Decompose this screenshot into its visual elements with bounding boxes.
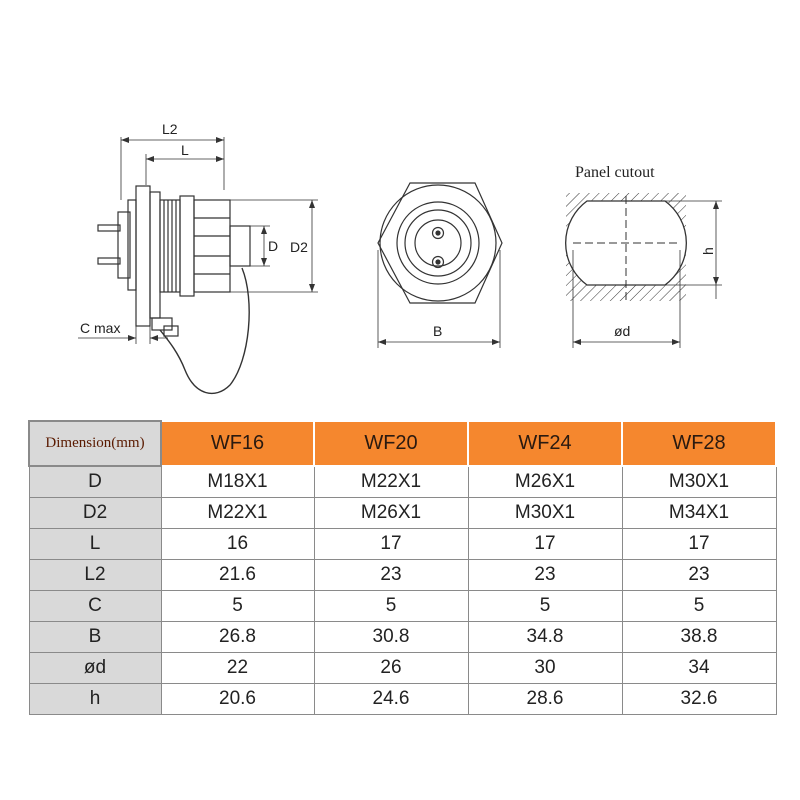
- table-row: [29, 529, 776, 560]
- table-cell: M34X1: [622, 498, 776, 529]
- dim-label-d: D: [268, 238, 279, 254]
- table-cell: M30X1: [468, 498, 622, 529]
- row-label: D: [29, 466, 161, 498]
- dimension-table: [28, 420, 777, 715]
- table-cell: 26.8: [161, 622, 314, 653]
- header-wf24: WF24: [468, 421, 622, 466]
- dim-label-d2: D2: [290, 239, 308, 255]
- table-cell: 5: [468, 591, 622, 622]
- table-cell: 22: [161, 653, 314, 684]
- row-label: ød: [29, 653, 161, 684]
- row-label: C: [29, 591, 161, 622]
- table-cell: 23: [622, 560, 776, 591]
- table-cell: 34: [622, 653, 776, 684]
- table-cell: 17: [468, 529, 622, 560]
- panel-cutout: [566, 193, 722, 348]
- table-cell: M22X1: [314, 466, 468, 498]
- table-cell: 17: [622, 529, 776, 560]
- table-header-row: [29, 421, 776, 466]
- table-cell: M26X1: [468, 466, 622, 498]
- row-label: D2: [29, 498, 161, 529]
- table-cell: 32.6: [622, 684, 776, 715]
- table-cell: 30: [468, 653, 622, 684]
- header-dimension: Dimension(mm): [29, 421, 161, 466]
- table-cell: M30X1: [622, 466, 776, 498]
- dim-label-h: h: [700, 247, 716, 255]
- header-wf28: WF28: [622, 421, 776, 466]
- header-wf16: WF16: [161, 421, 314, 466]
- dim-label-d-diameter: ød: [614, 323, 631, 339]
- table-cell: 26: [314, 653, 468, 684]
- table-row: [29, 560, 776, 591]
- table-row: [29, 498, 776, 529]
- table-cell: M26X1: [314, 498, 468, 529]
- table-cell: 23: [468, 560, 622, 591]
- row-label: B: [29, 622, 161, 653]
- table-row: [29, 591, 776, 622]
- table-cell: 34.8: [468, 622, 622, 653]
- header-wf20: WF20: [314, 421, 468, 466]
- table-cell: M18X1: [161, 466, 314, 498]
- table-cell: 16: [161, 529, 314, 560]
- table-cell: 20.6: [161, 684, 314, 715]
- dim-label-l: L: [181, 142, 189, 158]
- table-row: [29, 466, 776, 498]
- table-row: [29, 653, 776, 684]
- table-cell: 38.8: [622, 622, 776, 653]
- table-cell: 28.6: [468, 684, 622, 715]
- dim-label-c-max: C max: [80, 320, 121, 336]
- table-cell: 5: [314, 591, 468, 622]
- dim-label-l2: L2: [162, 121, 178, 137]
- table-cell: 30.8: [314, 622, 468, 653]
- table-row: [29, 622, 776, 653]
- table-cell: 5: [622, 591, 776, 622]
- row-label: L: [29, 529, 161, 560]
- panel-cutout-title: Panel cutout: [575, 164, 655, 181]
- table-cell: 24.6: [314, 684, 468, 715]
- row-label: L2: [29, 560, 161, 591]
- table-cell: M22X1: [161, 498, 314, 529]
- table-cell: 23: [314, 560, 468, 591]
- dim-label-b: B: [433, 323, 443, 339]
- side-view: [78, 137, 318, 393]
- row-label: h: [29, 684, 161, 715]
- table-cell: 5: [161, 591, 314, 622]
- table-cell: 21.6: [161, 560, 314, 591]
- table-row: [29, 684, 776, 715]
- table-cell: 17: [314, 529, 468, 560]
